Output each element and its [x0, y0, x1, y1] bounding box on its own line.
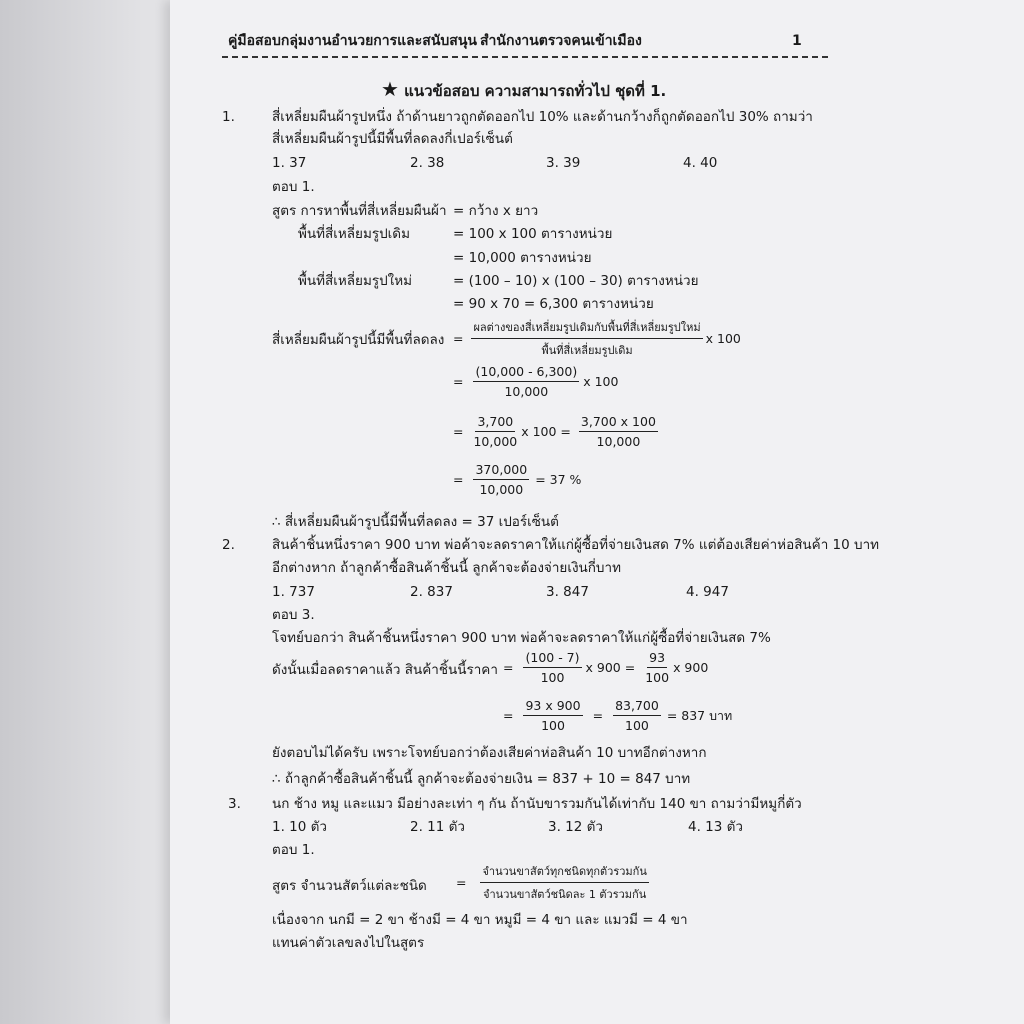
- fraction: [480, 862, 648, 903]
- result: = 37 %: [535, 472, 582, 487]
- denominator: พื้นที่สี่เหลี่ยมรูปเดิม: [541, 344, 633, 357]
- conclusion: ∴ ถ้าลูกค้าซื้อสินค้าชิ้นนี้ ลูกค้าจะต้องจ่ายเงิน = 837 + 10 = 847 บาท: [272, 771, 691, 787]
- equals-sign: =: [503, 708, 514, 723]
- option-1: 1. 737: [272, 584, 315, 600]
- numerator: จำนวนขาสัตว์ทุกชนิดทุกตัวรวมกัน: [480, 862, 648, 883]
- option-2: 2. 38: [410, 155, 445, 171]
- fraction-expression: [456, 862, 649, 903]
- option-4: 4. 947: [686, 584, 729, 600]
- explanation-text: โจทย์บอกว่า สินค้าชิ้นหนึ่งราคา 900 บาท พ่อค้าจะลดราคาให้แก่ผู้ซื้อที่จ่ายเงินสด 7%: [272, 630, 771, 646]
- multiplier: x 900: [673, 660, 709, 675]
- fraction: [579, 414, 658, 449]
- option-1: 1. 10 ตัว: [272, 819, 327, 835]
- numerator: 370,000: [473, 462, 529, 480]
- star-icon: ★: [381, 77, 399, 101]
- denominator: 100: [645, 670, 670, 685]
- denominator: 10,000: [596, 434, 641, 449]
- multiplier: x 100: [705, 331, 741, 346]
- fraction: [471, 318, 702, 359]
- fraction: [523, 698, 582, 733]
- fraction-expression: [453, 318, 741, 359]
- formula-value: = 100 x 100 ตารางหน่วย: [453, 226, 613, 242]
- conclusion: ∴ สี่เหลี่ยมผืนผ้ารูปนี้มีพื้นที่ลดลง = 37 เปอร์เซ็นต์: [272, 514, 559, 530]
- equals-sign: =: [453, 472, 464, 487]
- answer-label: ตอบ 1.: [272, 842, 315, 858]
- equals-sign: =: [453, 424, 464, 439]
- denominator: 10,000: [473, 434, 518, 449]
- multiplier: x 100: [583, 374, 619, 389]
- fraction: [523, 650, 581, 685]
- question-text: นก ช้าง หมู และแมว มีอย่างละเท่า ๆ กัน ถ้านับขารวมกันได้เท่ากับ 140 ขา ถามว่ามีหมูกี่ตัว: [272, 796, 802, 812]
- denominator: 10,000: [504, 384, 549, 399]
- question-number: 3.: [228, 796, 241, 812]
- formula-label: สูตร การหาพื้นที่สี่เหลี่ยมผืนผ้า: [272, 203, 447, 219]
- denominator: จำนวนขาสัตว์ชนิดละ 1 ตัวรวมกัน: [483, 888, 647, 901]
- option-3: 3. 847: [546, 584, 589, 600]
- fraction: [473, 462, 529, 497]
- equals-sign: =: [453, 374, 464, 389]
- option-3: 3. 12 ตัว: [548, 819, 603, 835]
- explanation-text: ยังตอบไม่ได้ครับ เพราะโจทย์บอกว่าต้องเสียค่าห่อสินค้า 10 บาทอีกต่างหาก: [272, 745, 707, 761]
- question-text: สินค้าชิ้นหนึ่งราคา 900 บาท พ่อค้าจะลดราคาให้แก่ผู้ซื้อที่จ่ายเงินสด 7% แต่ต้องเสียค่าห่อสินค้า 10 บาท: [272, 537, 880, 553]
- numerator: (10,000 - 6,300): [473, 364, 579, 382]
- multiplier: x 900 =: [585, 660, 636, 675]
- option-2: 2. 11 ตัว: [410, 819, 465, 835]
- fraction-expression: [453, 462, 581, 497]
- formula-value: = 10,000 ตารางหน่วย: [453, 250, 592, 266]
- denominator: 100: [625, 718, 649, 733]
- fraction-expression: [453, 364, 618, 399]
- fraction: [645, 650, 669, 685]
- numerator: 93 x 900: [523, 698, 582, 716]
- fraction: [473, 414, 517, 449]
- numerator: ผลต่างของสี่เหลี่ยมรูปเดิมกับพื้นที่สี่เหลี่ยมรูปใหม่: [471, 318, 702, 339]
- numerator: 83,700: [613, 698, 661, 716]
- multiplier: x 100 =: [521, 424, 571, 439]
- equals-sign: =: [453, 331, 464, 346]
- explanation-text: แทนค่าตัวเลขลงไปในสูตร: [272, 935, 425, 951]
- option-2: 2. 837: [410, 584, 453, 600]
- formula-label: สี่เหลี่ยมผืนผ้ารูปนี้มีพื้นที่ลดลง: [272, 332, 445, 348]
- formula-label: พื้นที่สี่เหลี่ยมรูปเดิม: [298, 226, 410, 242]
- denominator: 100: [540, 670, 565, 685]
- equals-sign: =: [592, 708, 604, 723]
- option-1: 1. 37: [272, 155, 307, 171]
- fraction-expression: [503, 650, 708, 685]
- header-agency: สำนักงานตรวจคนเข้าเมือง: [480, 33, 642, 49]
- question-text: สี่เหลี่ยมผืนผ้ารูปนี้มีพื้นที่ลดลงกี่เปอร์เซ็นต์: [272, 131, 513, 147]
- option-4: 4. 40: [683, 155, 718, 171]
- option-3: 3. 39: [546, 155, 581, 171]
- header-page-number: 1: [792, 33, 802, 49]
- explanation-text: เนื่องจาก นกมี = 2 ขา ช้างมี = 4 ขา หมูมี = 4 ขา และ แมวมี = 4 ขา: [272, 912, 688, 928]
- answer-label: ตอบ 1.: [272, 179, 315, 195]
- question-text: อีกต่างหาก ถ้าลูกค้าซื้อสินค้าชิ้นนี้ ลูกค้าจะต้องจ่ายเงินกี่บาท: [272, 560, 621, 576]
- formula-label: พื้นที่สี่เหลี่ยมรูปใหม่: [298, 273, 413, 289]
- fraction-expression: [453, 414, 658, 449]
- header-divider: [222, 56, 828, 58]
- numerator: 3,700: [475, 414, 515, 432]
- explanation-text: ดังนั้นเมื่อลดราคาแล้ว สินค้าชิ้นนี้ราคา: [272, 662, 498, 678]
- option-4: 4. 13 ตัว: [688, 819, 743, 835]
- denominator: 10,000: [479, 482, 524, 497]
- result: = 837 บาท: [666, 707, 733, 723]
- fraction-expression: [503, 698, 732, 733]
- question-number: 2.: [222, 537, 235, 553]
- numerator: (100 - 7): [523, 650, 581, 668]
- formula-value: = (100 – 10) x (100 – 30) ตารางหน่วย: [453, 273, 699, 289]
- equals-sign: =: [456, 875, 467, 890]
- formula-label: สูตร จำนวนสัตว์แต่ละชนิด: [272, 878, 427, 894]
- numerator: 3,700 x 100: [579, 414, 658, 432]
- section-title-text: แนวข้อสอบ ความสามารถทั่วไป ชุดที่ 1.: [404, 82, 667, 100]
- section-title: [381, 77, 667, 101]
- fraction: [613, 698, 661, 733]
- numerator: 93: [647, 650, 667, 668]
- question-text: สี่เหลี่ยมผืนผ้ารูปหนึ่ง ถ้าด้านยาวถูกตัดออกไป 10% และด้านกว้างก็ถูกตัดออกไป 30% ถามว่า: [272, 109, 813, 125]
- question-number: 1.: [222, 109, 235, 125]
- formula-value: = 90 x 70 = 6,300 ตารางหน่วย: [453, 296, 654, 312]
- denominator: 100: [541, 718, 565, 733]
- header-book-title: คู่มือสอบกลุ่มงานอำนวยการและสนับสนุน: [228, 33, 477, 49]
- fraction: [473, 364, 579, 399]
- formula-value: = กว้าง x ยาว: [453, 203, 539, 219]
- equals-sign: =: [503, 660, 514, 675]
- answer-label: ตอบ 3.: [272, 607, 315, 623]
